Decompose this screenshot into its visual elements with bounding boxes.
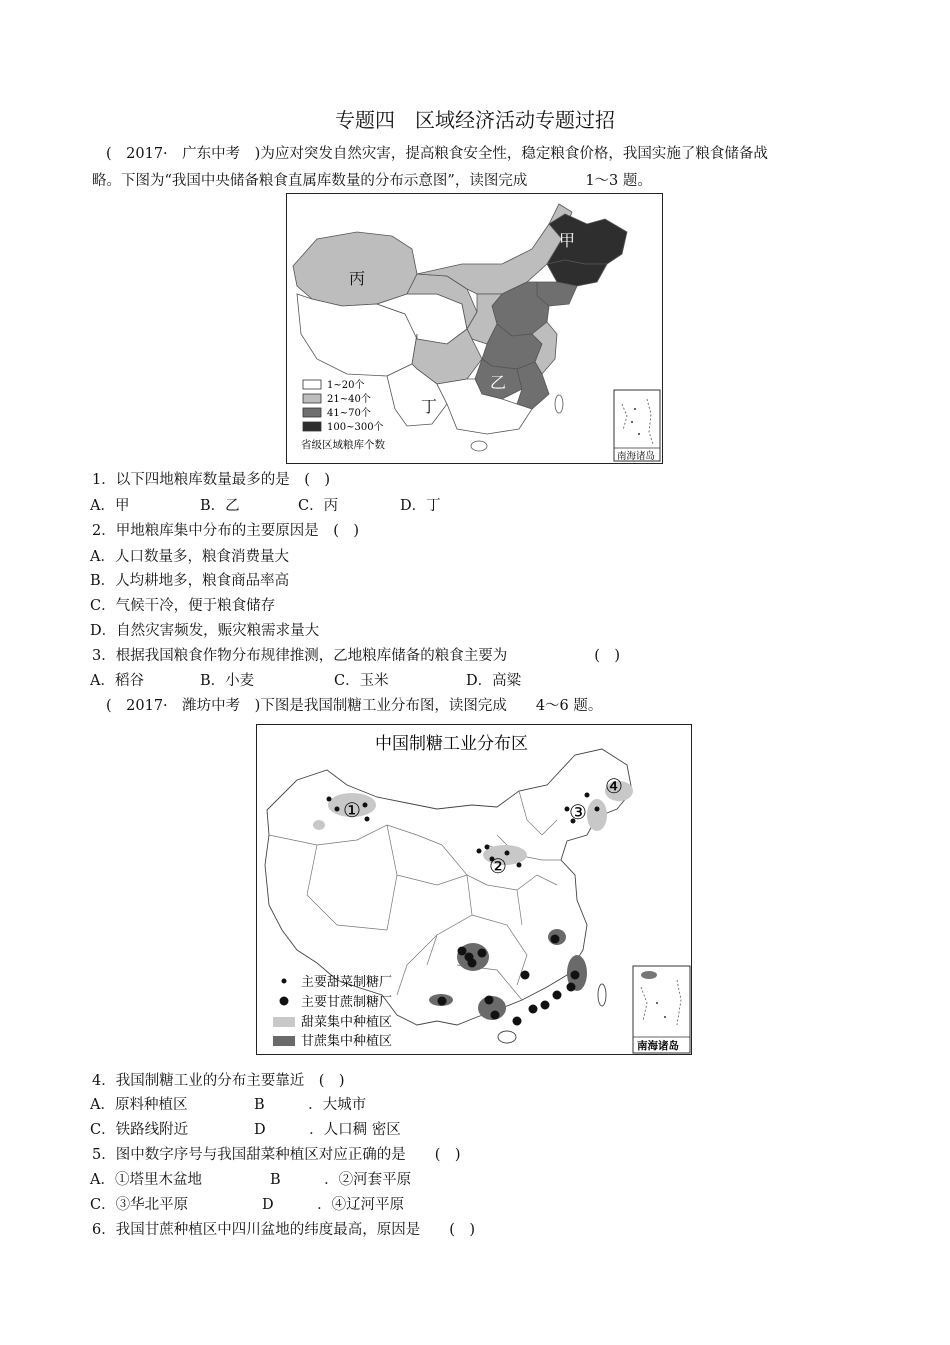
legend-label-cane-factory: 主要甘蔗制糖厂 bbox=[301, 995, 393, 1010]
map1-label-yi: 乙 bbox=[490, 373, 507, 392]
question-4-stem: 4．我国制糖工业的分布主要靠近 ( ) bbox=[92, 1073, 345, 1089]
map1-legend bbox=[301, 378, 385, 451]
marker-3: ③ bbox=[569, 800, 587, 824]
map2-inset-label: 南海诸岛 bbox=[637, 1040, 679, 1052]
intro-paragraph-2: ( 2017· 潍坊中考 )下图是我国制糖工业分布图，读图完成 4～6 题。 bbox=[106, 698, 603, 714]
map2-title: 中国制糖工业分布区 bbox=[375, 734, 528, 754]
legend-swatch-4 bbox=[303, 422, 321, 431]
map2-inset bbox=[633, 966, 690, 1053]
q5-option-b[interactable]: B ．②河套平原 bbox=[270, 1172, 412, 1188]
q4-option-c[interactable]: C．铁路线附近 bbox=[90, 1122, 189, 1138]
region-taiwan bbox=[555, 395, 563, 413]
q2-option-b[interactable]: B．人均耕地多，粮食商品率高 bbox=[90, 573, 290, 589]
question-3-stem: 3．根据我国粮食作物分布规律推测，乙地粮库储备的粮食主要为 ( ) bbox=[92, 648, 621, 664]
q1-option-d[interactable]: D．丁 bbox=[400, 498, 441, 514]
marker-2: ② bbox=[489, 854, 507, 878]
legend-beet-zone-symbol bbox=[273, 1017, 295, 1027]
legend-label-3: 41~70个 bbox=[327, 408, 371, 419]
map1-label-jia: 甲 bbox=[559, 231, 576, 250]
q1-option-b[interactable]: B．乙 bbox=[200, 498, 240, 514]
map1-label-ding: 丁 bbox=[421, 397, 438, 416]
q5-option-a[interactable]: A．①塔里木盆地 bbox=[90, 1172, 202, 1188]
map2-legend bbox=[273, 974, 392, 1049]
legend-swatch-2 bbox=[303, 394, 321, 403]
legend-label-4: 100~300个 bbox=[327, 422, 384, 433]
sugar-industry-map-svg bbox=[257, 725, 691, 1054]
legend-label-cane-zone: 甘蔗集中种植区 bbox=[301, 1034, 393, 1049]
region-hainan bbox=[471, 441, 487, 451]
marker-4: ④ bbox=[605, 774, 623, 798]
q2-option-c[interactable]: C．气候干冷，便于粮食储存 bbox=[90, 598, 276, 614]
legend-label-beet-zone: 甜菜集中种植区 bbox=[301, 1015, 393, 1030]
intro-paragraph-1 bbox=[92, 141, 852, 195]
legend-label-2: 21~40个 bbox=[327, 394, 371, 405]
sugar-industry-map bbox=[256, 724, 692, 1055]
legend-swatch-3 bbox=[303, 408, 321, 417]
question-1-stem: 1．以下四地粮库数量最多的是 ( ) bbox=[92, 472, 331, 488]
q3-option-b[interactable]: B．小麦 bbox=[200, 673, 255, 689]
question-2-stem: 2．甲地粮库集中分布的主要原因是 ( ) bbox=[92, 523, 360, 539]
legend-beet-factory-symbol bbox=[282, 979, 287, 984]
map1-inset bbox=[614, 390, 660, 462]
hainan bbox=[498, 1031, 516, 1043]
q3-option-d[interactable]: D．高粱 bbox=[466, 673, 522, 689]
q5-option-d[interactable]: D ．④辽河平原 bbox=[262, 1197, 405, 1213]
intro-line-1: 为应对突发自然灾害，提高粮食安全性，稳定粮食价格，我国实施了粮食储备战 bbox=[260, 146, 768, 162]
q1-option-c[interactable]: C．丙 bbox=[298, 498, 339, 514]
inset-label: 南海诸岛 bbox=[617, 451, 656, 462]
q4-option-d[interactable]: D ．人口稠 密区 bbox=[254, 1122, 401, 1138]
q3-option-c[interactable]: C．玉米 bbox=[334, 673, 389, 689]
question-6-stem: 6．我国甘蔗种植区中四川盆地的纬度最高，原因是 ( ) bbox=[92, 1222, 476, 1238]
q2-option-d[interactable]: D．自然灾害频发，赈灾粮需求量大 bbox=[90, 623, 320, 639]
grain-depot-map-svg bbox=[287, 194, 662, 463]
q4-option-b[interactable]: B ．大城市 bbox=[254, 1097, 367, 1113]
legend-label-beet-factory: 主要甜菜制糖厂 bbox=[301, 975, 393, 990]
source-tag: ( 2017· 广东中考 ) bbox=[106, 146, 261, 162]
q2-option-a[interactable]: A．人口数量多，粮食消费量大 bbox=[90, 549, 289, 565]
taiwan bbox=[598, 984, 606, 1006]
q5-option-c[interactable]: C．③华北平原 bbox=[90, 1197, 189, 1213]
legend-cane-factory-symbol bbox=[280, 997, 289, 1006]
page-title: 专题四 区域经济活动专题过招 bbox=[335, 108, 615, 132]
grain-depot-map bbox=[286, 193, 663, 464]
legend-cane-zone-symbol bbox=[273, 1036, 295, 1046]
intro-line-2: 略。下图为“我国中央储备粮食直属库数量的分布示意图”，读图完成 1～3 题。 bbox=[92, 173, 652, 189]
q1-option-a[interactable]: A．甲 bbox=[90, 498, 130, 514]
legend-label-1: 1~20个 bbox=[327, 380, 365, 391]
marker-1: ① bbox=[343, 798, 361, 822]
map1-label-bing: 丙 bbox=[349, 269, 366, 288]
legend-title: 省级区域粮库个数 bbox=[301, 439, 385, 451]
question-5-stem: 5．图中数字序号与我国甜菜种植区对应正确的是 ( ) bbox=[92, 1147, 461, 1163]
q4-option-a[interactable]: A．原料种植区 bbox=[90, 1097, 188, 1113]
legend-swatch-1 bbox=[303, 380, 321, 389]
q3-option-a[interactable]: A．稻谷 bbox=[90, 673, 144, 689]
